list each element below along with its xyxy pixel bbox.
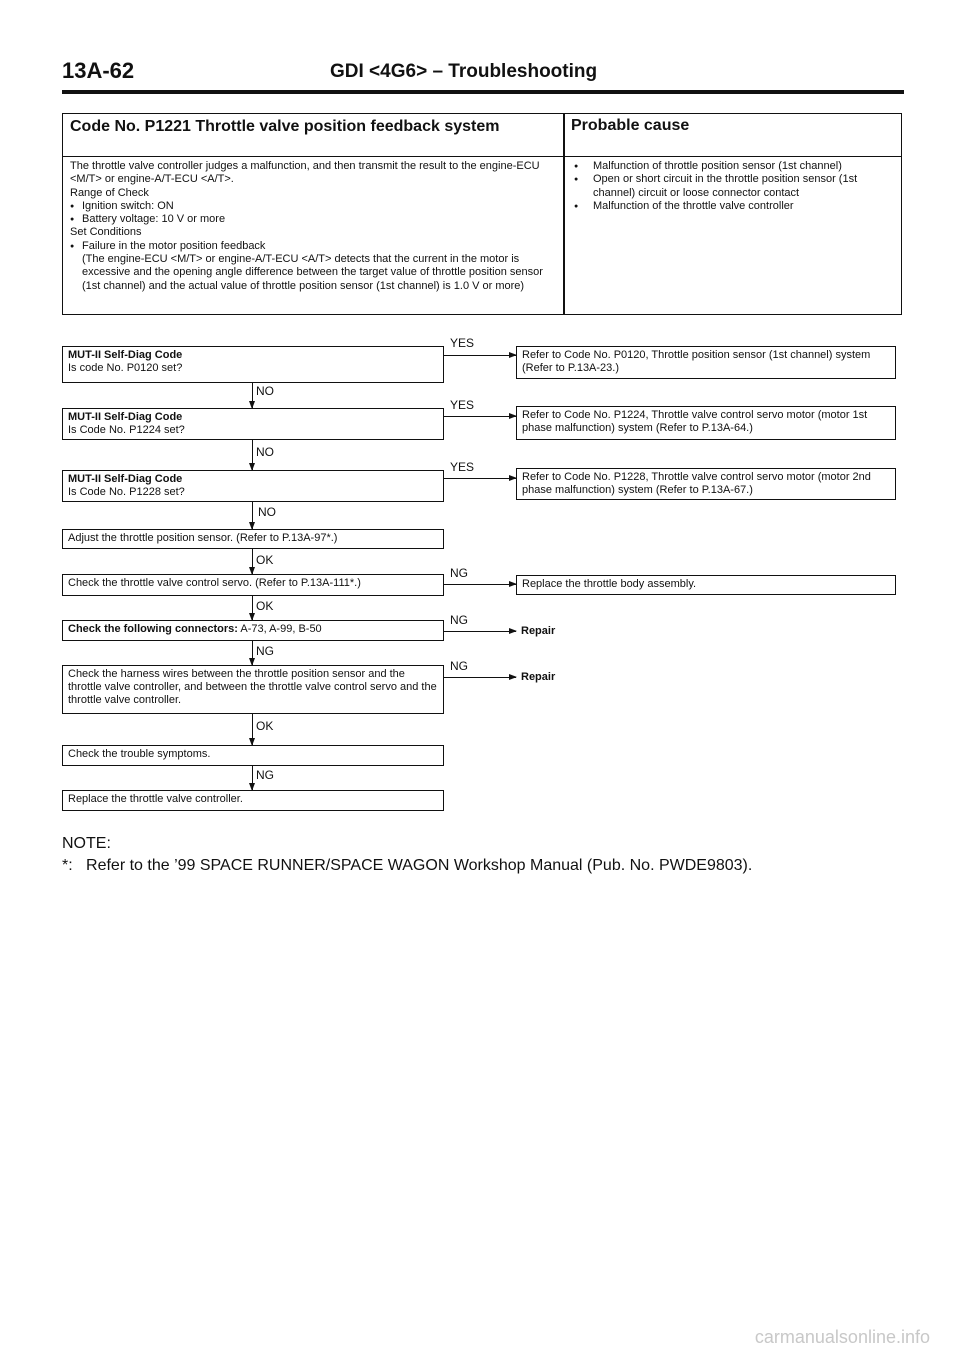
note-star: *: bbox=[62, 857, 73, 874]
down-arrow bbox=[252, 714, 253, 745]
result-box-p1228: Refer to Code No. P1228, Throttle valve control servo motor (motor 2nd phase malfunction) system (Refer to P.13A-67.) bbox=[516, 468, 896, 500]
range-label: Range of Check bbox=[70, 186, 149, 199]
result-box-replace-body: Replace the throttle body assembly. bbox=[516, 575, 896, 595]
down-arrow bbox=[252, 383, 253, 408]
yes-arrow bbox=[444, 416, 516, 417]
step-box-check-servo: Check the throttle valve control servo. (Refer to P.13A-111*.) bbox=[62, 574, 444, 596]
down-arrow bbox=[252, 641, 253, 665]
result-box-p0120: Refer to Code No. P0120, Throttle position sensor (1st channel) system (Refer to P.13A-23.) bbox=[516, 346, 896, 379]
connector-list: A-73, A-99, B-50 bbox=[237, 623, 322, 635]
ng-arrow bbox=[444, 677, 516, 678]
ok-label: OK bbox=[256, 719, 274, 733]
ok-label: OK bbox=[256, 599, 274, 613]
yes-label: YES bbox=[450, 398, 475, 412]
ng-label: NG bbox=[256, 644, 274, 658]
note-reference bbox=[62, 855, 752, 877]
step-box-p0120 bbox=[62, 346, 444, 383]
step-box-replace-controller: Replace the throttle valve controller. bbox=[62, 790, 444, 811]
cause-item: ● Malfunction of the throttle valve controller bbox=[571, 200, 897, 213]
ng-label: NG bbox=[450, 613, 468, 627]
step-heading: MUT-II Self-Diag Code bbox=[68, 349, 183, 361]
yes-arrow bbox=[444, 355, 516, 356]
step-heading: MUT-II Self-Diag Code bbox=[68, 411, 183, 423]
down-arrow bbox=[252, 766, 253, 790]
probable-cause-heading: Probable cause bbox=[571, 117, 690, 134]
step-heading: Check the following connectors: bbox=[68, 623, 238, 635]
step-question: Is Code No. P1224 set? bbox=[68, 424, 185, 436]
step-box-adjust-sensor: Adjust the throttle position sensor. (Refer to P.13A-97*.) bbox=[62, 529, 444, 549]
watermark-text: carmanualsonline.info bbox=[754, 1327, 930, 1347]
ng-arrow bbox=[444, 631, 516, 632]
set-condition-detail: (The engine-ECU <M/T> or engine-A/T-ECU <A/T> detects that the current in the motor is excessive and the opening angle difference between the target value of throttle position sensor (1st channel) and the actual value of throttle position sensor (1st channel) is 1.0 V or more) bbox=[82, 253, 543, 292]
repair-label: Repair bbox=[521, 671, 556, 683]
code-description bbox=[70, 160, 558, 293]
note-text: Refer to the ’99 SPACE RUNNER/SPACE WAGON Workshop Manual (Pub. No. PWDE9803). bbox=[86, 857, 753, 874]
table-divider-horizontal bbox=[63, 156, 901, 157]
ng-arrow bbox=[444, 584, 516, 585]
range-item: ● Battery voltage: 10 V or more bbox=[70, 213, 558, 226]
down-arrow bbox=[252, 440, 253, 470]
ok-label: OK bbox=[256, 553, 274, 567]
probable-causes-list bbox=[571, 160, 897, 213]
note-block bbox=[62, 833, 752, 877]
header-rule bbox=[62, 90, 904, 94]
page-title: GDI <4G6> – Troubleshooting bbox=[330, 61, 598, 82]
step-box-p1224 bbox=[62, 408, 444, 440]
cause-item: ● Malfunction of throttle position sensor (1st channel) bbox=[571, 160, 897, 173]
yes-label: YES bbox=[450, 460, 475, 474]
down-arrow bbox=[252, 502, 253, 529]
step-box-check-symptoms: Check the trouble symptoms. bbox=[62, 745, 444, 766]
no-label: NO bbox=[258, 505, 276, 519]
cause-item: ● Open or short circuit in the throttle position sensor (1st channel) circuit or loose connector contact bbox=[571, 173, 897, 200]
description-intro: The throttle valve controller judges a malfunction, and then transmit the result to the engine-ECU <M/T> or engine-A/T-ECU <A/T>. bbox=[70, 160, 540, 186]
down-arrow bbox=[252, 549, 253, 574]
step-box-check-connectors bbox=[62, 620, 444, 641]
set-condition-item: ● Failure in the motor position feedback bbox=[70, 240, 558, 253]
ng-label: NG bbox=[450, 659, 468, 673]
code-heading: Code No. P1221 Throttle valve position feedback system bbox=[70, 118, 500, 135]
step-question: Is Code No. P1228 set? bbox=[68, 486, 185, 498]
ng-label: NG bbox=[256, 768, 274, 782]
note-heading: NOTE: bbox=[62, 835, 111, 852]
set-conditions-label: Set Conditions bbox=[70, 226, 142, 239]
yes-arrow bbox=[444, 478, 516, 479]
range-item: ● Ignition switch: ON bbox=[70, 200, 558, 213]
yes-label: YES bbox=[450, 336, 475, 350]
code-table bbox=[62, 113, 902, 315]
repair-label: Repair bbox=[521, 625, 556, 637]
table-divider-vertical bbox=[563, 114, 565, 314]
step-box-check-harness: Check the harness wires between the throttle position sensor and the throttle valve controller, and between the throttle valve control servo and the throttle valve controller. bbox=[62, 665, 444, 714]
no-label: NO bbox=[256, 384, 274, 398]
step-heading: MUT-II Self-Diag Code bbox=[68, 473, 183, 485]
result-box-p1224: Refer to Code No. P1224, Throttle valve control servo motor (motor 1st phase malfunction) system (Refer to P.13A-64.) bbox=[516, 406, 896, 440]
ng-label: NG bbox=[450, 566, 468, 580]
step-box-p1228 bbox=[62, 470, 444, 502]
step-question: Is code No. P0120 set? bbox=[68, 362, 183, 374]
page-number: 13A-62 bbox=[62, 58, 135, 83]
down-arrow bbox=[252, 596, 253, 620]
no-label: NO bbox=[256, 445, 274, 459]
